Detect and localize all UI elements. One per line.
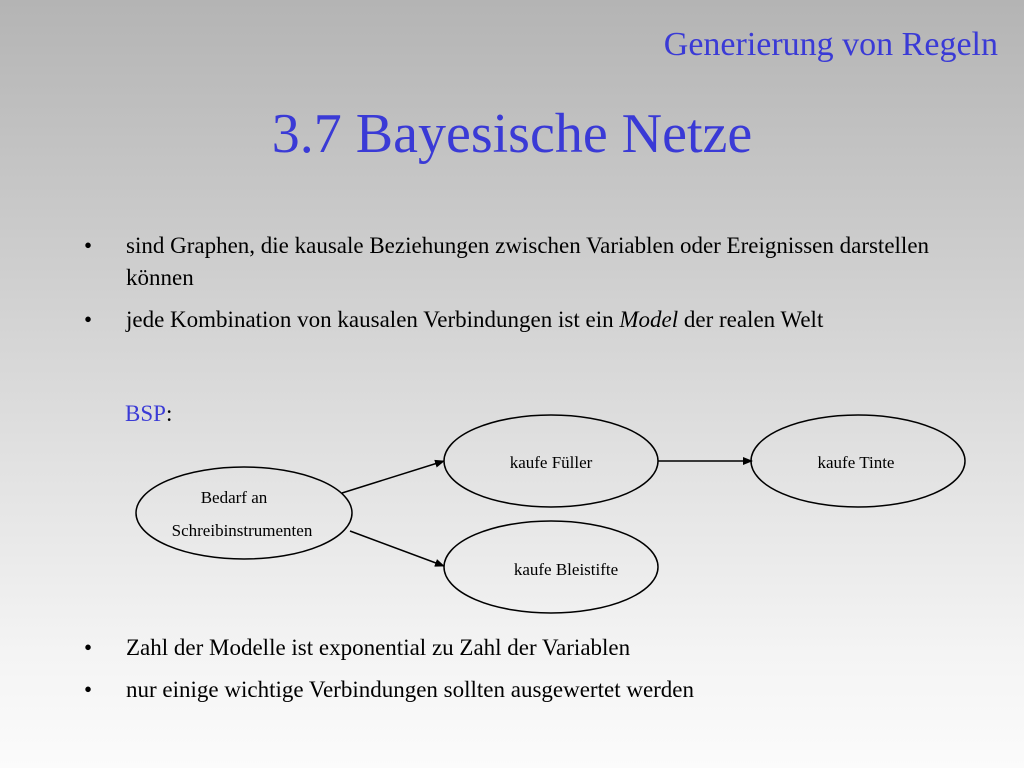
bullet-text-emphasis: Model [619,307,679,332]
bullet-text: nur einige wichtige Verbindungen sollten ausgewertet werden [126,677,695,702]
node-ink-label: kaufe Tinte [817,453,895,472]
bullet-text: sind Graphen, die kausale Beziehungen zwischen Variablen oder Ereignissen darstellen können [126,233,930,290]
node-pen [444,415,658,507]
node-need-label-1: Bedarf an [200,488,268,507]
bullet-item [84,674,964,706]
bullet-text: Zahl der Modelle ist exponential zu Zahl der Variablen [126,635,631,660]
node-need-label-2: Schreibinstrumenten [171,521,313,540]
node-pencil-label: kaufe Bleistifte [513,560,619,579]
bullet-text-before: jede Kombination von kausalen Verbindungen ist ein [126,307,620,332]
node-pen-label: kaufe Füller [509,453,593,472]
bullet-text-after: der realen Welt [678,307,824,332]
section-title: Generierung von Regeln [663,26,998,63]
bullet-list-bottom [84,632,964,716]
edge-need-to-pencil [350,531,444,566]
node-pencil [444,521,658,613]
node-need [136,467,352,559]
node-ink [751,415,965,507]
bullet-item [84,632,964,664]
example-label-word: BSP [125,401,166,426]
slide-title: 3.7 Bayesische Netze [271,103,753,165]
example-label-colon: : [165,401,173,426]
edge-need-to-pen [342,461,444,493]
